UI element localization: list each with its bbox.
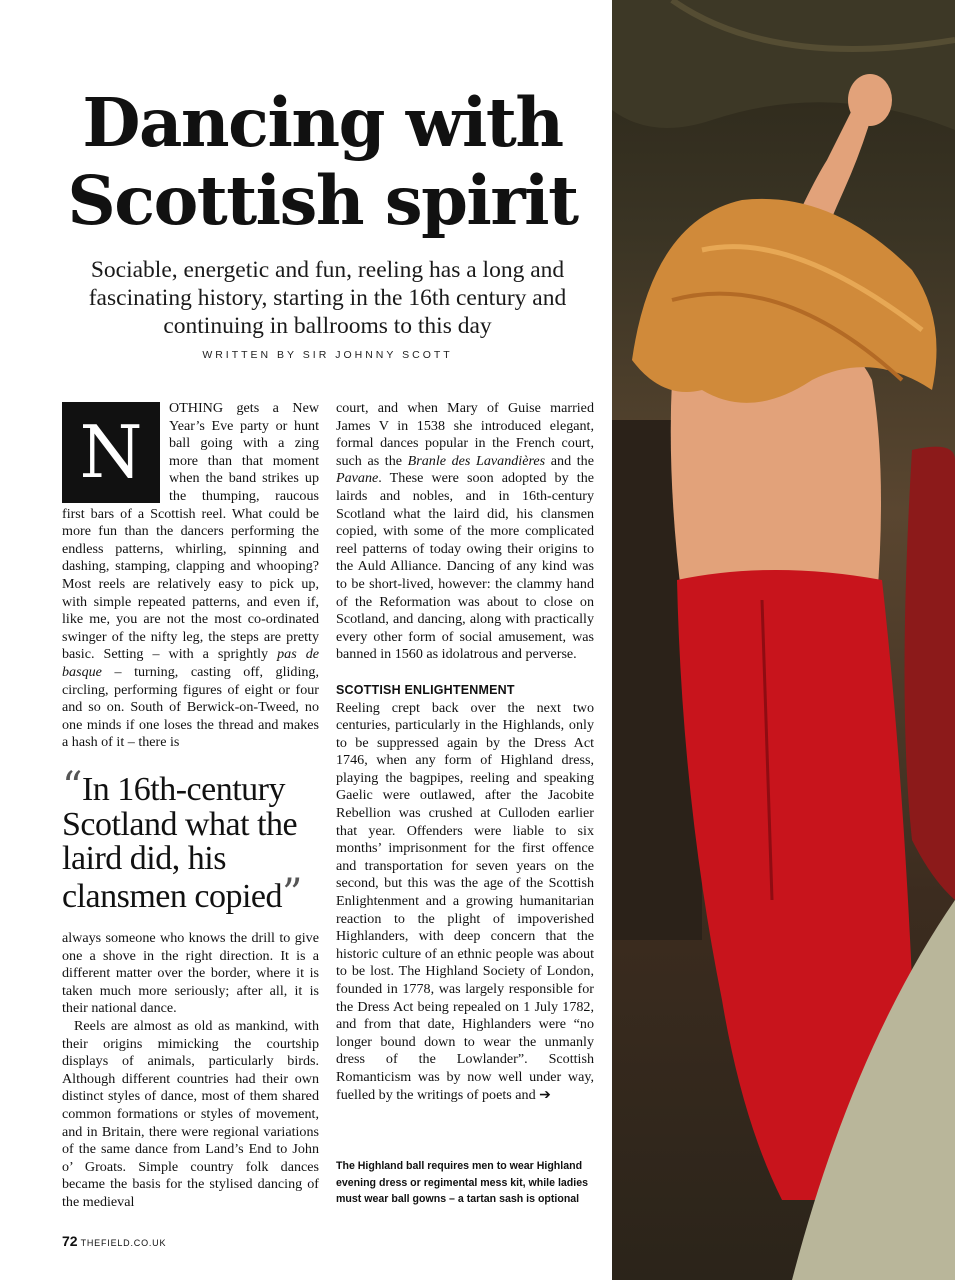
italic-run: Branle des Lavandières xyxy=(407,452,546,469)
body-column-1-top xyxy=(62,400,319,752)
pull-quote xyxy=(62,764,327,917)
body-column-2 xyxy=(336,400,594,1104)
paragraph: always someone who knows the drill to give one a shove in the right direction. It is a different matter over the border, where it is taken much more seriously; after all, it is their national dance. xyxy=(62,930,319,1017)
site-url: THEFIELD.CO.UK xyxy=(80,1238,167,1248)
text-run: Reeling crept back over the next two centuries, particularly in the Highlands, only to be suppressed again by the Dress Act 1746, when any form of Highland dress, playing the bagpipes, reeling and speaking Gaelic were outlawed, after the Jacobite Rebellion was crushed at Culloden earlier that year. Offenders were liable to six months’ imprisonment for the first offence and transportation for seven years on the second, but this was the age of the Scottish Enlightenment and a growing humanitarian reaction to the plight of impoverished Highlanders, with deep concern that the historic culture of an ethnic people was about to be lost. The Highland Society of London, founded in 1778, was largely responsible for the Dress Act being repealed on 1 July 1782, and from that date, Highlanders were “no longer bound down to wear the unmanly dress of the Lowlander”. Scottish Romanticism was by now well under way, fuelled by the writings of poets and xyxy=(336,699,594,1103)
text-run: OTHING gets a New Year’s Eve party or hunt ball going with a zing more than that moment when the band strikes up the thumping, raucous first bars of a Scottish reel. What could be more fun than the dancers performing the endless patterns, whirling, spinning and dashing, stamping, clapping and whooping? Most reels are relatively easy to pick up, with simple repeated patterns, and even if, like me, you are not the most co-ordinated swinger of the nifty leg, the steps are pretty basic. Setting – with a sprightly xyxy=(62,400,319,663)
continue-arrow-icon: ➔ xyxy=(539,1086,551,1103)
pull-quote-text: In 16th-century Scotland what the laird did, his clansmen copied xyxy=(62,771,298,915)
photo-dancer xyxy=(612,0,955,1280)
page-footer xyxy=(62,1233,166,1251)
subheading: SCOTTISH ENLIGHTENMENT xyxy=(336,682,515,697)
paragraph xyxy=(336,700,594,1105)
close-quote-mark: ” xyxy=(282,870,302,917)
paragraph: Reels are almost as old as mankind, with their origins mimicking the courtship displays of animals, particularly birds. Although different countries had their own distinct styles of dance, most of them shared common formations or styles of movement, and in Britain, there were regional variations of the same dance from Land’s End to John o’ Groats. Simple country folk dances became the basis for the stylised dancing of the medieval xyxy=(62,1017,319,1210)
text-run: – turning, casting off, gliding, circling, performing figures of eight or four and so on. South of Berwick-on-Tweed, no one minds if one loses the thread and makes a hash of it – there is xyxy=(62,663,319,751)
page-number: 72 xyxy=(62,1233,78,1249)
hand xyxy=(848,74,892,126)
paragraph xyxy=(336,400,594,664)
standfirst: Sociable, energetic and fun, reeling has a long and fascinating history, starting in the 16th century and continuing in ballrooms to this day xyxy=(88,257,567,339)
photo-illustration xyxy=(612,0,955,1280)
paragraph xyxy=(62,400,319,752)
photo-caption: The Highland ball requires men to wear Highland evening dress or regimental mess kit, while ladies must wear ball gowns – a tartan sash is optional xyxy=(336,1160,588,1205)
italic-run: Pavane xyxy=(336,470,379,487)
text-run: court, and when Mary of Guise married James V in 1538 she introduced elegant, formal dances popular in the French court, such as the xyxy=(336,400,594,469)
body-column-1-bottom xyxy=(62,930,319,1212)
drop-cap: N xyxy=(62,402,160,503)
byline: WRITTEN BY SIR JOHNNY SCOTT xyxy=(202,349,453,361)
text-run: . These were soon adopted by the lairds and nobles, and in 16th-century Scotland what the laird did, his clansmen copied, with some of the more complicated reel patterns of today owing their origins to the Auld Alliance. Dancing of any kind was to be short-lived, however: the clammy hand of the Reformation was about to close on Scotland, and dancing, along with practically every other form of social amusement, was banned in 1560 as idolatrous and perverse. xyxy=(336,470,594,663)
italic-run: pas de basque xyxy=(62,646,320,680)
open-quote-mark: “ xyxy=(62,764,82,810)
text-run: and the xyxy=(545,452,594,469)
headline: Dancing with Scottish spirit xyxy=(67,83,578,240)
tartan-sash xyxy=(905,447,955,900)
ceiling-shape xyxy=(612,0,955,130)
